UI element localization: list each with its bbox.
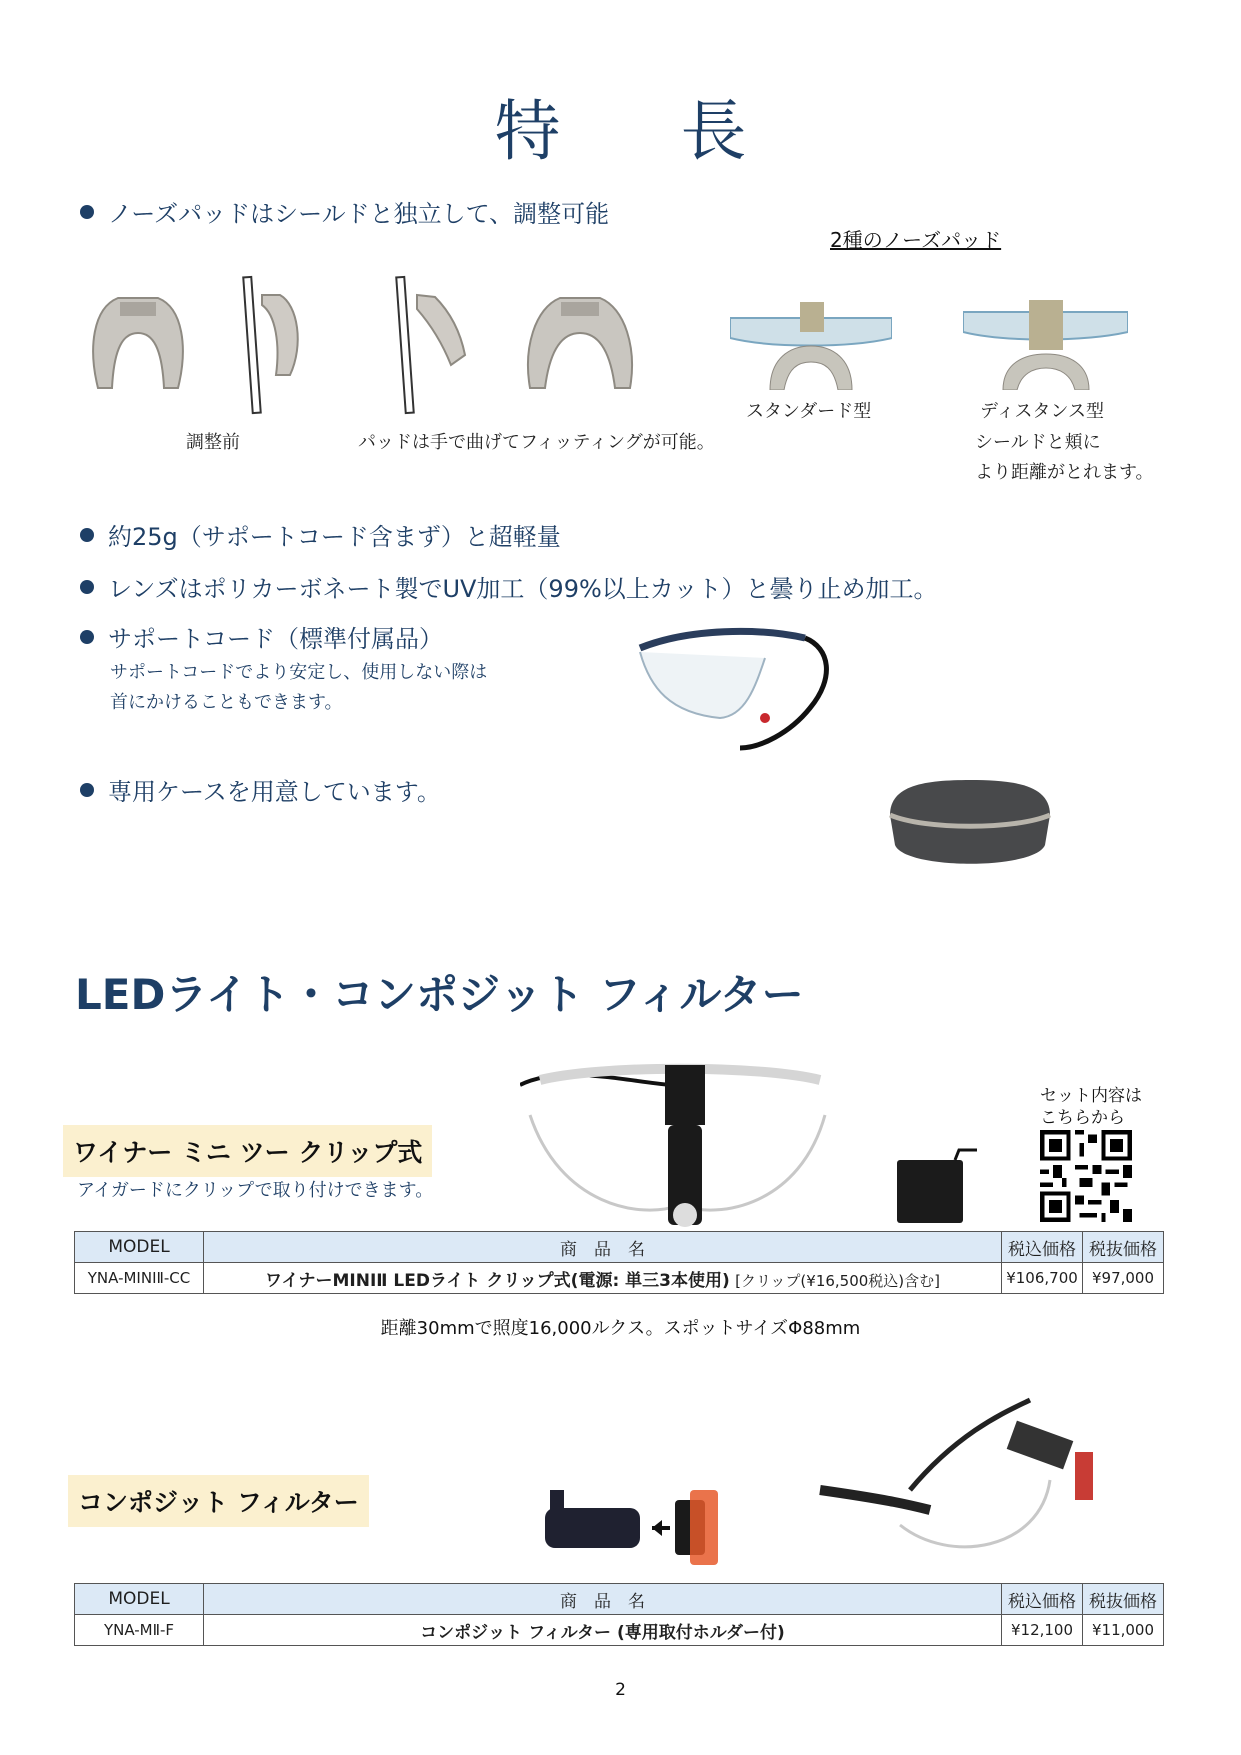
caption-distance-desc2: より距離がとれます。 bbox=[975, 462, 1154, 483]
caption-distance-desc1: シールドと頬に bbox=[975, 432, 1101, 453]
qr-label-line2: こちらから bbox=[1040, 1108, 1125, 1128]
cell-price-excl: ¥11,000 bbox=[1083, 1615, 1164, 1646]
header-product-name: 商 品 名 bbox=[204, 1584, 1002, 1615]
feature-text: 専用ケースを用意しています。 bbox=[108, 778, 441, 806]
product-name: ワイナーMINIⅡ LEDライト クリップ式(電源: 単三3本使用) bbox=[264, 1270, 730, 1291]
qr-code[interactable] bbox=[1040, 1130, 1132, 1222]
battery-box-photo bbox=[895, 1140, 980, 1225]
table-header-row bbox=[75, 1232, 1164, 1263]
feature-text: ノーズパッドはシールドと独立して、調整可能 bbox=[108, 200, 610, 228]
cord-desc-2: 首にかけることもできます。 bbox=[110, 692, 343, 713]
clip-desc: アイガードにクリップで取り付けできます。 bbox=[77, 1180, 434, 1201]
feature-bullet-case bbox=[80, 772, 441, 807]
distance-nosepad-photo bbox=[963, 298, 1128, 390]
led-spec-note: 距離30mmで照度16,000ルクス。スポットサイズΦ88mm bbox=[380, 1318, 861, 1339]
caption-distance: ディスタンス型 bbox=[980, 401, 1105, 422]
title-char-2: 長 bbox=[680, 93, 747, 170]
clip-type-tag: ワイナー ミニ ツー クリップ式 bbox=[63, 1125, 432, 1177]
cell-model: YNA-MINIⅡ-CC bbox=[75, 1263, 204, 1294]
caption-bendable: パッドは手で曲げてフィッティングが可能。 bbox=[358, 432, 715, 453]
table-row bbox=[75, 1263, 1164, 1294]
cell-price-incl: ¥12,100 bbox=[1002, 1615, 1083, 1646]
cell-model: YNA-MⅡ-F bbox=[75, 1615, 204, 1646]
feature-text: サポートコード（標準付属品） bbox=[108, 625, 444, 653]
table-row bbox=[75, 1615, 1164, 1646]
bullet-dot bbox=[80, 528, 94, 542]
cell-price-incl: ¥106,700 bbox=[1002, 1263, 1083, 1294]
header-price-incl: 税込価格 bbox=[1002, 1584, 1083, 1615]
filter-attach-photo bbox=[540, 1480, 720, 1570]
led-spec-table bbox=[74, 1231, 1164, 1294]
page-title bbox=[0, 78, 1241, 173]
led-clip-light-photo bbox=[520, 1055, 840, 1235]
feature-bullet-nosepad bbox=[80, 194, 609, 229]
product-name-note: [クリップ(¥16,500税込)含む] bbox=[735, 1271, 941, 1290]
header-model: MODEL bbox=[75, 1584, 204, 1615]
qr-label bbox=[1040, 1085, 1142, 1129]
nose-pad-types-heading: 2種のノーズパッド bbox=[830, 228, 1002, 252]
product-name: コンポジット フィルター (専用取付ホルダー付) bbox=[420, 1622, 785, 1643]
caption-before: 調整前 bbox=[186, 432, 240, 453]
header-model: MODEL bbox=[75, 1232, 204, 1263]
feature-bullet-weight bbox=[80, 517, 561, 552]
nosepad-photo-front-bent bbox=[515, 288, 645, 400]
header-price-excl: 税抜価格 bbox=[1083, 1232, 1164, 1263]
feature-text: レンズはポリカーボネート製でUV加工（99%以上カット）と曇り止め加工。 bbox=[108, 575, 938, 603]
header-product-name: 商 品 名 bbox=[204, 1232, 1002, 1263]
feature-text: 約25g（サポートコード含まず）と超軽量 bbox=[108, 523, 561, 551]
header-price-excl: 税抜価格 bbox=[1083, 1584, 1164, 1615]
feature-bullet-cord bbox=[80, 619, 443, 654]
bullet-dot bbox=[80, 580, 94, 594]
led-section-title: LEDライト・コンポジット フィルター bbox=[75, 970, 804, 1019]
bullet-dot bbox=[80, 205, 94, 219]
header-price-incl: 税込価格 bbox=[1002, 1232, 1083, 1263]
cell-price-excl: ¥97,000 bbox=[1083, 1263, 1164, 1294]
nosepad-photo-side-bent bbox=[395, 275, 475, 415]
filter-tag: コンポジット フィルター bbox=[68, 1475, 369, 1527]
filter-on-eyewear-photo bbox=[810, 1390, 1130, 1565]
case-photo bbox=[885, 775, 1055, 875]
filter-spec-table bbox=[74, 1583, 1164, 1646]
bullet-dot bbox=[80, 630, 94, 644]
bullet-dot bbox=[80, 783, 94, 797]
qr-label-line1: セット内容は bbox=[1040, 1086, 1142, 1106]
title-char-1: 特 bbox=[494, 93, 561, 170]
cell-product-name bbox=[204, 1615, 1002, 1646]
nosepad-photo-side-before bbox=[240, 275, 310, 415]
page-number: 2 bbox=[615, 1680, 626, 1700]
cell-product-name bbox=[204, 1263, 1002, 1294]
feature-bullet-lens bbox=[80, 569, 938, 604]
support-cord-photo bbox=[630, 618, 845, 758]
caption-standard: スタンダード型 bbox=[746, 401, 872, 422]
cord-desc-1: サポートコードでより安定し、使用しない際は bbox=[110, 662, 488, 683]
table-header-row bbox=[75, 1584, 1164, 1615]
nosepad-photo-front-before bbox=[78, 288, 198, 400]
standard-nosepad-photo bbox=[730, 298, 892, 390]
